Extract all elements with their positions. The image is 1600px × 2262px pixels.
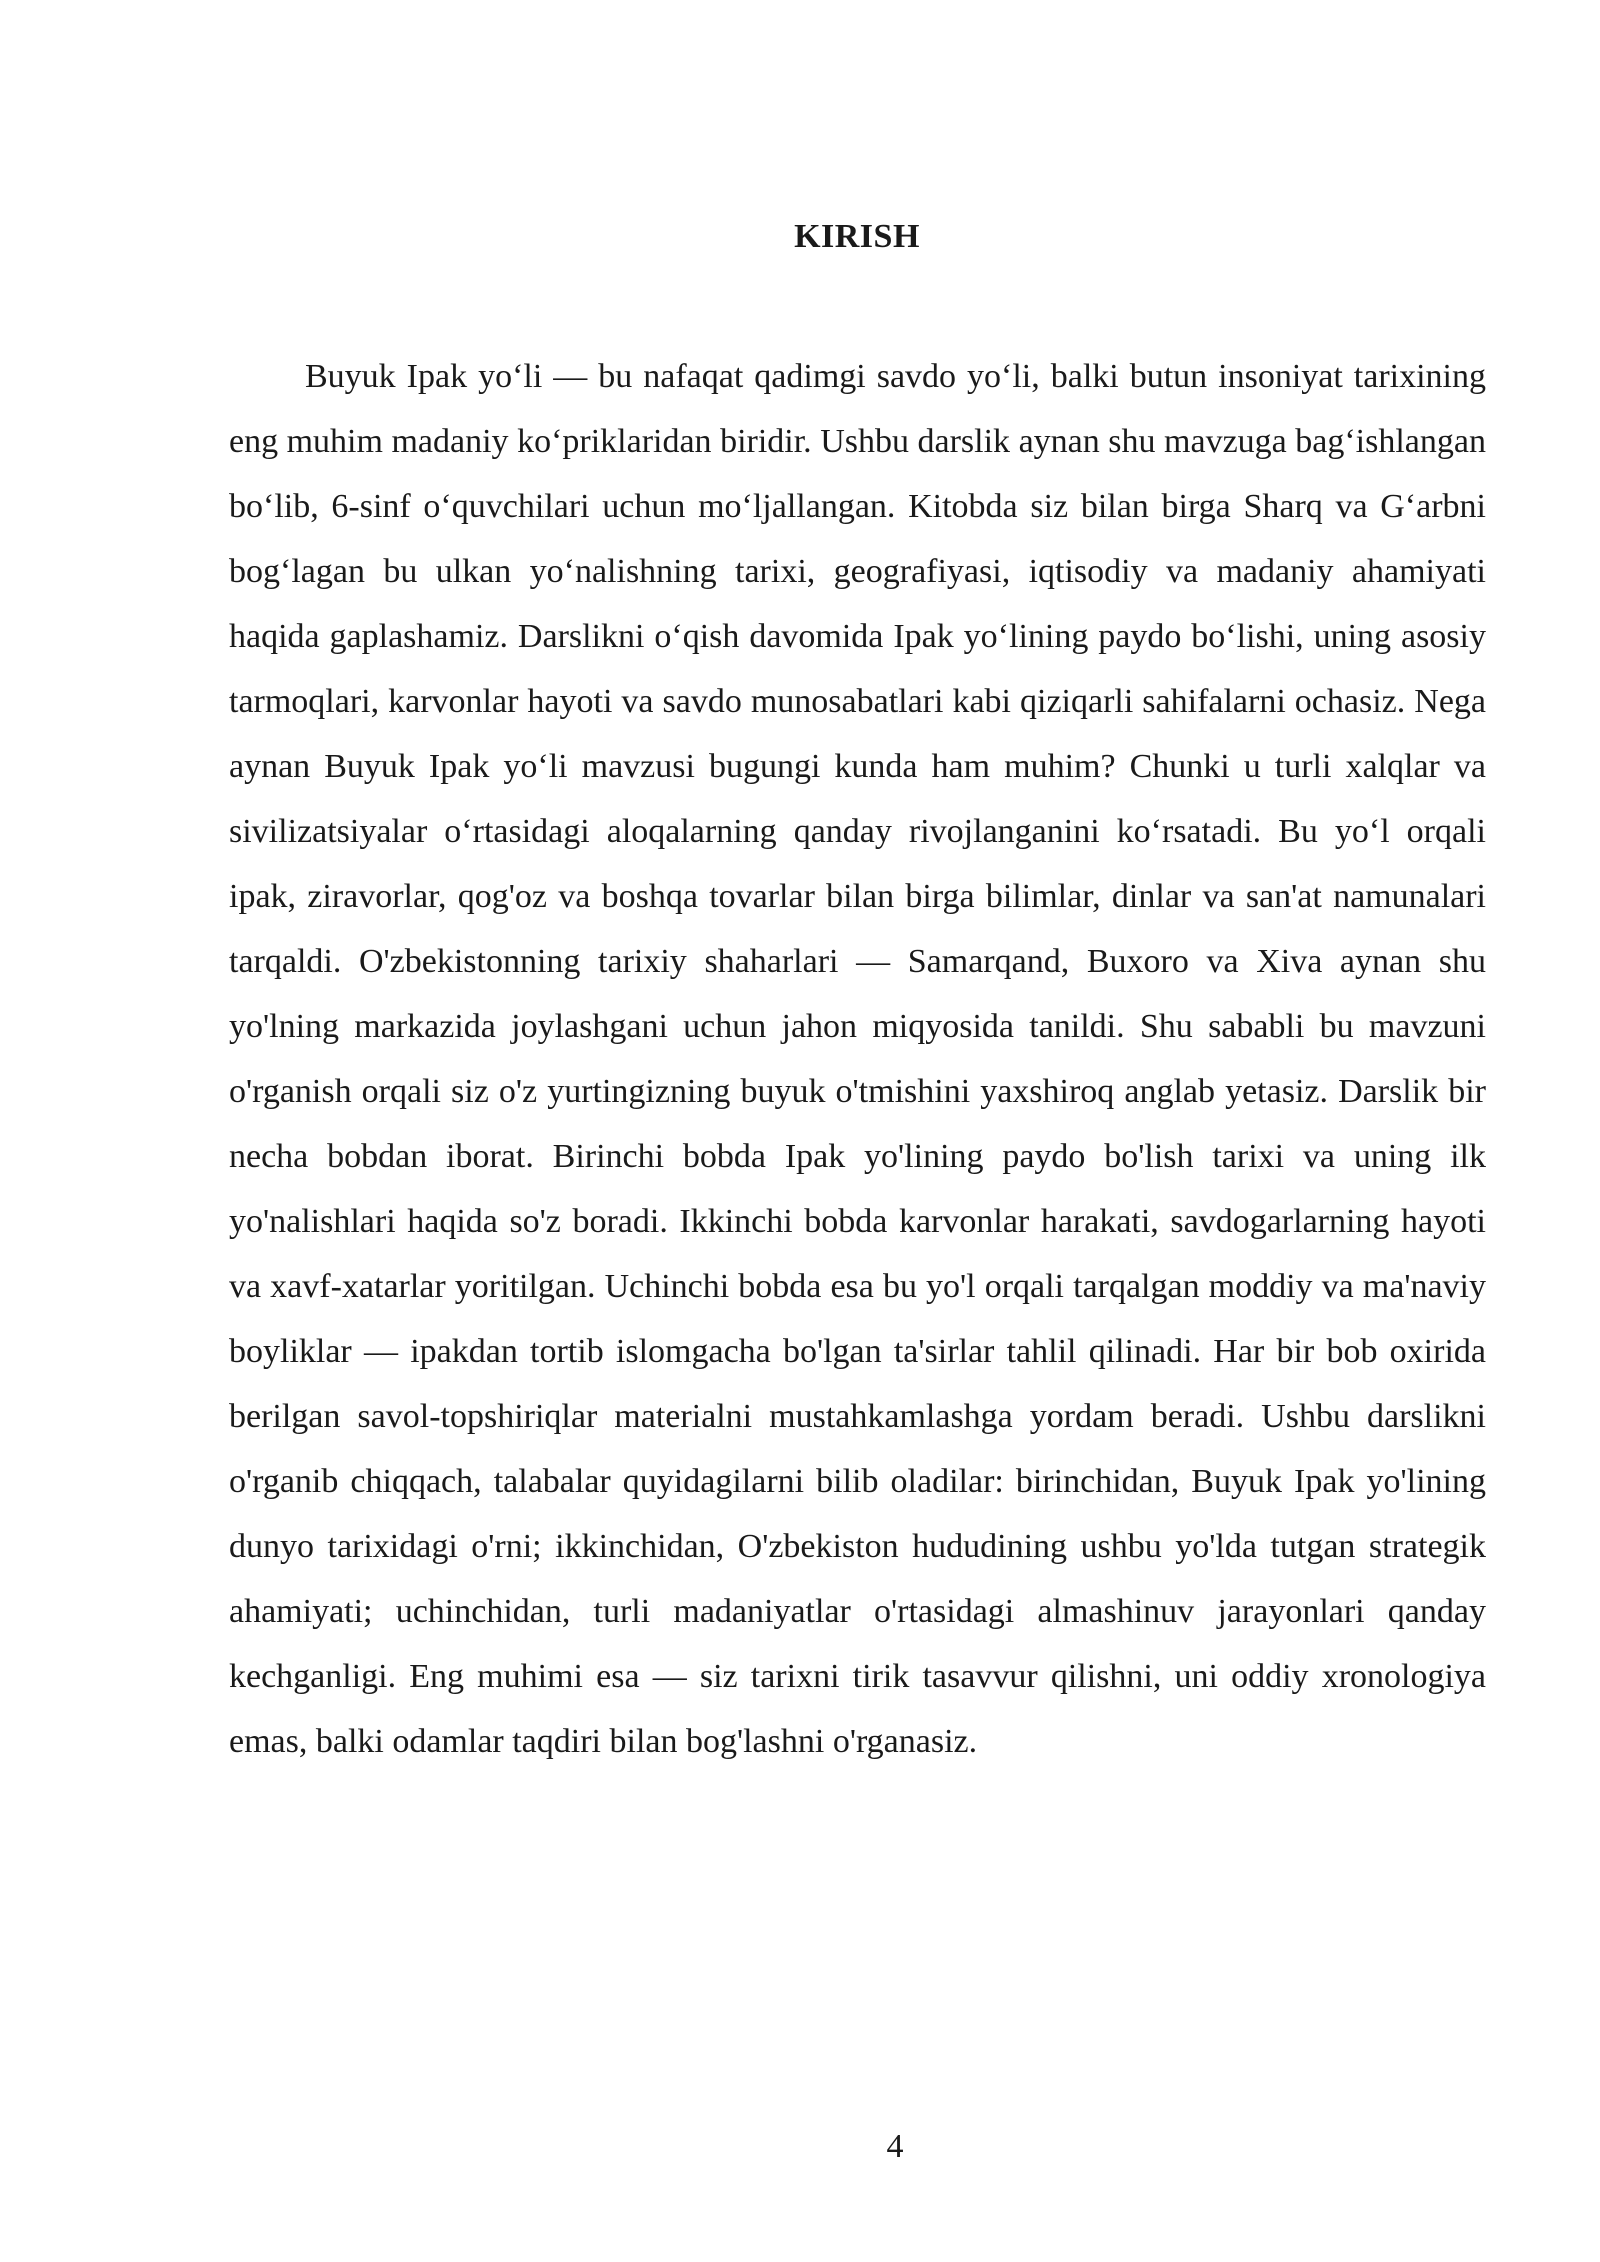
body-paragraph: Buyuk Ipak yo‘li — bu nafaqat qadimgi savdo yo‘li, balki butun insoniyat tarixining eng muhim madaniy ko‘priklaridan biridir. Ushbu darslik aynan shu mavzuga bag‘ishlangan bo‘lib, 6-sinf o‘quvchilari uchun mo‘ljallangan. Kitobda siz bilan birga Sharq va G‘arbni bog‘lagan bu ulkan yo‘nalishning tarixi, geografiyasi, iqtisodiy va madaniy ahamiyati haqida gaplashamiz. Darslikni o‘qish davomida Ipak yo‘lining paydo bo‘lishi, uning asosiy tarmoqlari, karvonlar hayoti va savdo munosabatlari kabi qiziqarli sahifalarni ochasiz. Nega aynan Buyuk Ipak yo‘li mavzusi bugungi kunda ham muhim? Chunki u turli xalqlar va sivilizatsiyalar o‘rtasidagi aloqalarning qanday rivojlanganini ko‘rsatadi. Bu yo‘l orqali ipak, ziravorlar, qog'oz va boshqa tovarlar bilan birga bilimlar, dinlar va san'at namunalari tarqaldi. O'zbekistonning tarixiy shaharlari — Samarqand, Buxoro va Xiva aynan shu yo'lning markazida joylashgani uchun jahon miqyosida tanildi. Shu sababli bu mavzuni o'rganish orqali siz o'z yurtingizning buyuk o'tmishini yaxshiroq anglab yetasiz. Darslik bir necha bobdan iborat. Birinchi bobda Ipak yo'lining paydo bo'lish tarixi va uning ilk yo'nalishlari haqida so'z boradi. Ikkinchi bobda karvonlar harakati, savdogarlarning hayoti va xavf-xatarlar yoritilgan. Uchinchi bobda esa bu yo'l orqali tarqalgan moddiy va ma'naviy boyliklar — ipakdan tortib islomgacha bo'lgan ta'sirlar tahlil qilinadi. Har bir bob oxirida berilgan savol-topshiriqlar materialni mustahkamlashga yordam beradi. Ushbu darslikni o'rganib chiqqach, talabalar quyidagilarni bilib oladilar: birinchidan, Buyuk Ipak yo'lining dunyo tarixidagi o'rni; ikkinchidan, O'zbekiston hududining ushbu yo'lda tutgan strategik ahamiyati; uchinchidan, turli madaniyatlar o'rtasidagi almashinuv jarayonlari qanday kechganligi. Eng muhimi esa — siz tarixni tirik tasavvur qilishni, uni oddiy xronologiya emas, balki odamlar taqdiri bilan bog'lashni o'rganasiz. — [229, 358, 1486, 1760]
page-number: 4 — [886, 2128, 904, 2165]
section-heading: KIRISH — [794, 218, 920, 255]
